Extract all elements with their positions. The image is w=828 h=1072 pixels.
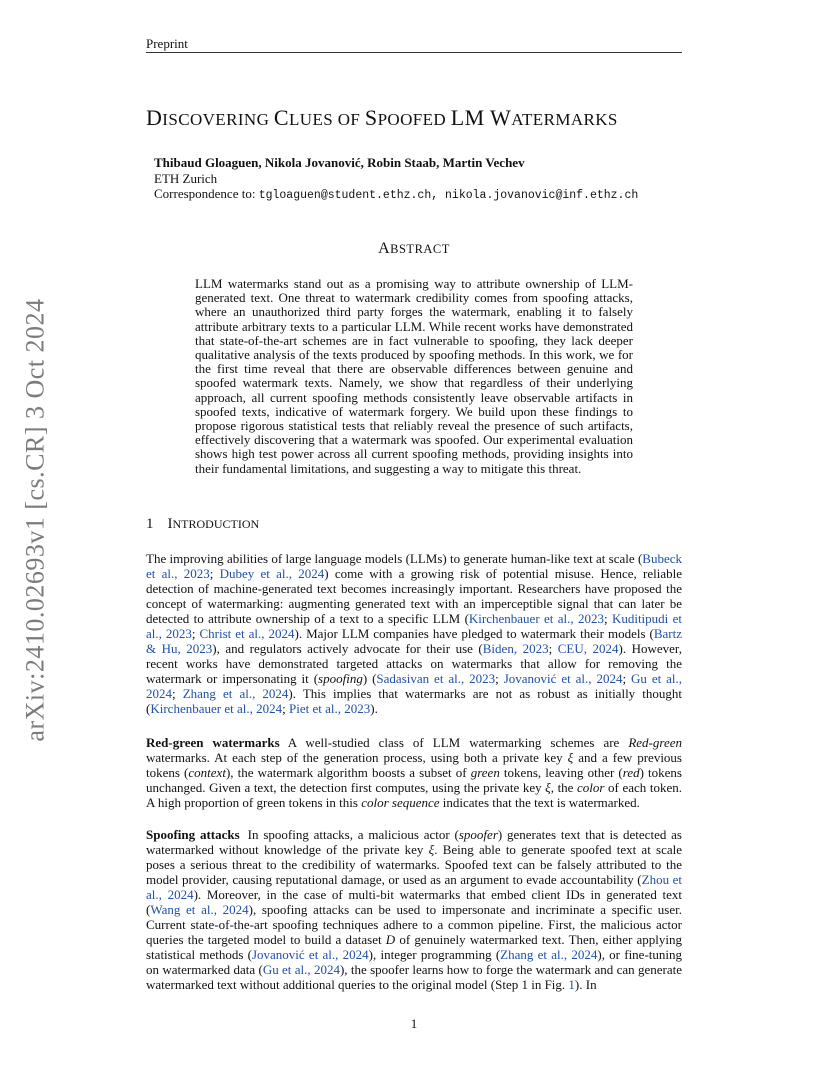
- citation-link[interactable]: Piet et al., 2023: [288, 701, 371, 716]
- section-heading-introduction: 1 INTRODUCTION: [146, 516, 260, 532]
- author-names: Thibaud Gloaguen, Nikola Jovanović, Robin Staab, Martin Vechev: [154, 155, 525, 170]
- citation-link[interactable]: Kirchenbauer et al., 2023: [468, 611, 604, 626]
- citation-link[interactable]: Kuditipudi et al., 2023: [146, 611, 683, 641]
- red-green-paragraph: Red-green watermarks A well-studied class of LLM watermarking schemes are Red-green watermarks. At each step of the generation process, using both a private key ξ and a few previous tokens (context), the watermark algorithm boosts a subset of green tokens, leaving other (red) tokens unchanged. Given a text, the detection first computes, using the private key ξ, the color of each token. A high proportion of green tokens in this color sequence indicates that the text is watermarked.: [146, 735, 683, 810]
- spoofing-paragraph: Spoofing attacks In spoofing attacks, a malicious actor (spoofer) generates text that is detected as watermarked without knowledge of the private key ξ. Being able to generate spoofed text at scale poses a serious threat to the credibility of watermarks. Spoofed text can be falsely attributed to the model provider, causing reputational damage, or used as an argument to evade accountability (Zhou et al., 2024). Moreover, in the case of multi-bit watermarks that embed client IDs in generated text (Wang et al., 2024), spoofing attacks can be used to impersonate and incriminate a specific user. Current state-of-the-art spoofing techniques adhere to a common pipeline. First, the malicious actor queries the targeted model to build a dataset D of genuinely watermarked text. Then, either applying statistical methods (Jovanović et al., 2024), integer programming (Zhang et al., 2024), or fine-tuning on watermarked data (Gu et al., 2024), the spoofer learns how to forge the watermark and can generate watermarked text without additional queries to the original model (Step 1 in Fig. 1). In: [146, 827, 683, 992]
- citation-link[interactable]: Wang et al., 2024: [150, 902, 249, 917]
- citation-link[interactable]: Zhou et al., 2024: [146, 872, 682, 902]
- citation-link[interactable]: Gu et al., 2024: [146, 671, 683, 701]
- citation-link[interactable]: Gu et al., 2024: [262, 962, 340, 977]
- header-rule: [146, 52, 682, 53]
- citation-link[interactable]: Zhang et al., 2024: [500, 947, 598, 962]
- citation-link[interactable]: CEU, 2024: [557, 641, 619, 656]
- citation-link[interactable]: Christ et al., 2024: [199, 626, 295, 641]
- citation-link[interactable]: Bartz & Hu, 2023: [146, 626, 682, 656]
- abstract-heading: ABSTRACT: [378, 240, 450, 257]
- citation-link[interactable]: Zhang et al., 2024: [182, 686, 289, 701]
- author-emails[interactable]: tgloaguen@student.ethz.ch, nikola.jovanovic@inf.ethz.ch: [258, 189, 639, 202]
- citation-link[interactable]: Sadasivan et al., 2023: [376, 671, 496, 686]
- paper-title: DISCOVERING CLUES OF SPOOFED LM WATERMARKS: [146, 105, 618, 130]
- citation-link[interactable]: Biden, 2023: [482, 641, 549, 656]
- citation-link[interactable]: Jovanović et al., 2024: [503, 671, 623, 686]
- paragraph-lead: Spoofing attacks: [146, 827, 240, 842]
- arxiv-identifier: arXiv:2410.02693v1 [cs.CR] 3 Oct 2024: [21, 298, 50, 742]
- arxiv-sidebar-stamp: [18, 295, 54, 745]
- correspondence: Correspondence to: tgloaguen@student.ethz.ch, nikola.jovanovic@inf.ethz.ch: [154, 186, 639, 202]
- abstract-body: LLM watermarks stand out as a promising way to attribute ownership of LLM-generated text. One threat to watermark credibility comes from spoofing attacks, where an unauthorized third party forges the watermark, enabling it to falsely attribute arbitrary texts to a particular LLM. While recent works have demonstrated that state-of-the-art schemes are in fact vulnerable to spoofing, they lack deeper qualitative analysis of the texts produced by spoofing methods. In this work, we for the first time reveal that there are observable differences between genuine and spoofed watermark texts. Namely, we show that regardless of their underlying approach, all current spoofing methods consistently leave observable artifacts in spoofed texts, indicative of watermark forgery. We build upon these findings to propose rigorous statistical tests that reliably reveal the presence of such artifacts, effectively discovering that a watermark was spoofed. Our experimental evaluation shows high test power across all current spoofing methods, providing insights into their fundamental limitations, and suggesting a way to mitigate this threat.: [195, 276, 633, 476]
- figure-reference-link[interactable]: 1: [568, 977, 575, 992]
- affiliation: ETH Zurich: [154, 170, 218, 186]
- intro-paragraph: The improving abilities of large language models (LLMs) to generate human-like text at scale (Bubeck et al., 2023; Dubey et al., 2024) come with a growing risk of potential misuse. Hence, reliable detection of machine-generated text becomes increasingly important. Researchers have proposed the concept of watermarking: augmenting generated text with an imperceptible signal that can later be detected to attribute ownership of a text to a specific LLM (Kirchenbauer et al., 2023; Kuditipudi et al., 2023; Christ et al., 2024). Major LLM companies have pledged to watermark their models (Bartz & Hu, 2023), and regulators actively advocate for their use (Biden, 2023; CEU, 2024). However, recent works have demonstrated targeted attacks on watermarks that allow for removing the watermark or impersonating it (spoofing) (Sadasivan et al., 2023; Jovanović et al., 2024; Gu et al., 2024; Zhang et al., 2024). This implies that watermarks are not as robust as initially thought (Kirchenbauer et al., 2024; Piet et al., 2023).: [146, 551, 683, 716]
- author-block: [154, 155, 638, 204]
- page-number: 1: [410, 1016, 418, 1031]
- citation-link[interactable]: Bubeck et al., 2023: [146, 551, 682, 581]
- citation-link[interactable]: Dubey et al., 2024: [219, 566, 325, 581]
- citation-link[interactable]: Kirchenbauer et al., 2024: [150, 701, 283, 716]
- paragraph-lead: Red-green watermarks: [146, 735, 280, 750]
- running-header: Preprint: [146, 36, 188, 51]
- citation-link[interactable]: Jovanović et al., 2024: [251, 947, 369, 962]
